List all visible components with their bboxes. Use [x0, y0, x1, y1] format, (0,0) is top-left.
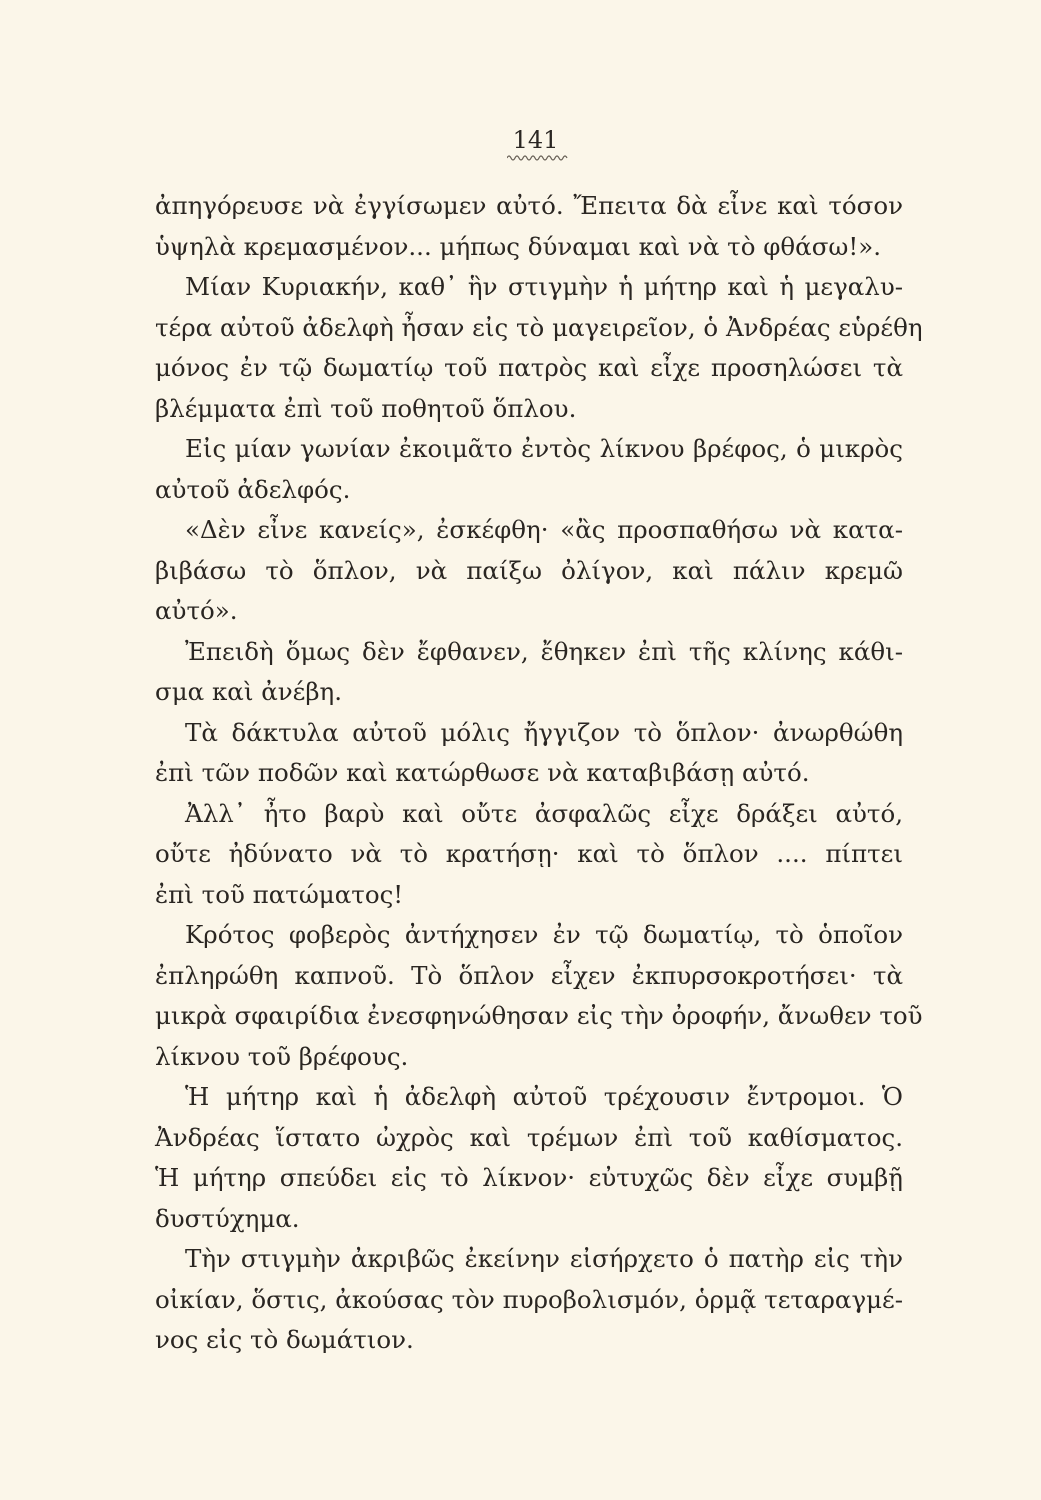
text-line: Τὰ δάκτυλα αὐτοῦ μόλις ἤγγιζον τὸ ὅπλον· ἀνωρθώθη — [185, 717, 903, 747]
text-line: ἐπὶ τῶν ποδῶν καὶ κατώρθωσε νὰ καταβιβάσῃ αὐτό. — [155, 758, 810, 787]
text-line: Ἡ μήτηρ σπεύδει εἰς τὸ λίκνον· εὐτυχῶς δὲν εἶχε συμβῇ — [155, 1163, 903, 1192]
text-line: ἐπληρώθη καπνοῦ. Τὸ ὅπλον εἶχεν ἐκπυρσοκροτήσει· τὰ — [155, 960, 903, 990]
text-line: «Δὲν εἶνε κανείς», ἐσκέφθη· «ἂς προσπαθήσω νὰ κατα- — [185, 515, 903, 544]
text-line: μικρὰ σφαιρίδια ἐνεσφηνώθησαν εἰς τὴν ὀροφήν, ἄνωθεν τοῦ — [155, 1001, 923, 1030]
text-line: Ἡ μήτηρ καὶ ἡ ἀδελφὴ αὐτοῦ τρέχουσιν ἔντρομοι. Ὁ — [185, 1082, 903, 1111]
text-line: ὑψηλὰ κρεμασμένον... μήπως δύναμαι καὶ νὰ τὸ φθάσω!». — [155, 231, 882, 261]
text-line: ἀπηγόρευσε νὰ ἐγγίσωμεν αὐτό. Ἔπειτα δὰ εἶνε καὶ τόσον — [155, 191, 903, 220]
text-line: Ἀνδρέας ἵστατο ὠχρὸς καὶ τρέμων ἐπὶ τοῦ καθίσματος. — [155, 1122, 903, 1152]
text-line: μόνος ἐν τῷ δωματίῳ τοῦ πατρὸς καὶ εἶχε προσηλώσει τὰ — [155, 353, 903, 382]
text-line: Εἰς μίαν γωνίαν ἐκοιμᾶτο ἐντὸς λίκνου βρέφος, ὁ μικρὸς — [185, 434, 903, 463]
page-number: 141 — [512, 126, 559, 154]
text-line: βιβάσω τὸ ὅπλον, νὰ παίξω ὀλίγον, καὶ πάλιν κρεμῶ — [155, 555, 903, 585]
text-line: Κρότος φοβερὸς ἀντήχησεν ἐν τῷ δωματίῳ, τὸ ὁποῖον — [185, 920, 903, 949]
text-line: Ἐπειδὴ ὅμως δὲν ἔφθανεν, ἔθηκεν ἐπὶ τῆς κλίνης κάθι- — [185, 636, 903, 666]
text-line: αὐτό». — [155, 596, 238, 625]
text-line: Τὴν στιγμὴν ἀκριβῶς ἐκείνην εἰσήρχετο ὁ πατὴρ εἰς τὴν — [185, 1244, 903, 1273]
text-line: τέρα αὐτοῦ ἀδελφὴ ἦσαν εἰς τὸ μαγειρεῖον, ὁ Ἀνδρέας εὑρέθη — [155, 312, 923, 342]
text-line: οὔτε ἠδύνατο νὰ τὸ κρατήσῃ· καὶ τὸ ὅπλον .... πίπτει — [155, 839, 903, 868]
text-line: Ἀλλ᾽ ἦτο βαρὺ καὶ οὔτε ἀσφαλῶς εἶχε δράξει αὐτό, — [185, 798, 903, 828]
text-line: βλέμματα ἐπὶ τοῦ ποθητοῦ ὅπλου. — [155, 393, 577, 423]
text-line: λίκνου τοῦ βρέφους. — [155, 1041, 409, 1071]
text-line: οἰκίαν, ὅστις, ἀκούσας τὸν πυροβολισμόν, ὁρμᾷ τεταραγμέ- — [155, 1284, 903, 1314]
page-number-ornament — [507, 152, 569, 162]
text-line: ἐπὶ τοῦ πατώματος! — [155, 879, 404, 909]
text-line: νος εἰς τὸ δωμάτιον. — [155, 1325, 414, 1354]
text-line: δυστύχημα. — [155, 1203, 300, 1233]
text-line: σμα καὶ ἀνέβη. — [155, 677, 342, 706]
text-line: αὐτοῦ ἀδελφός. — [155, 474, 351, 504]
body-text — [155, 186, 923, 1361]
text-line: Μίαν Κυριακήν, καθ᾽ ἣν στιγμὴν ἡ μήτηρ καὶ ἡ μεγαλυ- — [185, 272, 903, 301]
